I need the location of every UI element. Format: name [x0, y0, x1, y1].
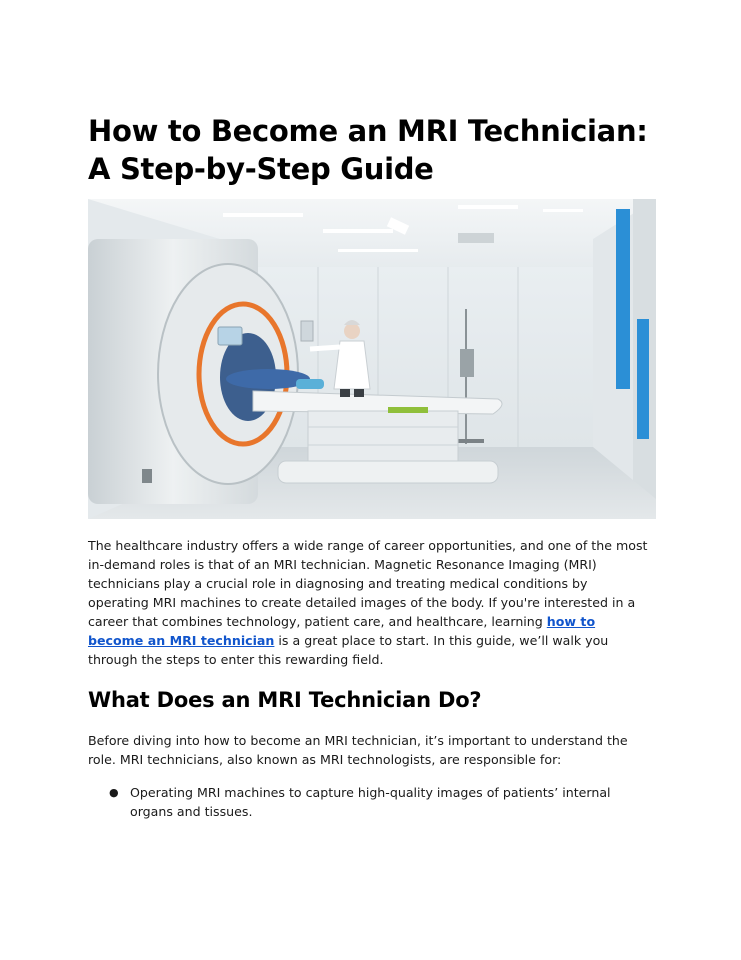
title-line-2: A Step-by-Step Guide	[88, 152, 434, 186]
mri-room-photo	[88, 199, 656, 519]
page-title	[88, 112, 668, 188]
list-item-text: Operating MRI machines to capture high-quality images of patients’ internal organs and tissues.	[130, 785, 611, 819]
ceiling-light	[223, 213, 303, 217]
bullet-icon: ●	[109, 786, 119, 799]
blue-wall-panel	[616, 209, 630, 389]
section-heading: What Does an MRI Technician Do?	[88, 688, 482, 712]
mri-technician-link[interactable]: how to become an MRI technician	[88, 614, 596, 648]
intro-text-after-link: is a great place to start. In this guide, we’ll walk you through the steps to enter this rewarding field.	[88, 633, 609, 667]
mri-room-illustration	[88, 199, 656, 519]
section-intro-paragraph: Before diving into how to become an MRI technician, it’s important to understand the role. MRI technicians, also known as MRI technologists, are responsible for:	[88, 733, 628, 767]
title-line-1: How to Become an MRI Technician:	[88, 114, 648, 148]
intro-text-before-link: The healthcare industry offers a wide range of career opportunities, and one of the most in-demand roles is that of an MRI technician. Magnetic Resonance Imaging (MRI) technicians play a crucial role in diagnosing and treating medical conditions by operating MRI machines to create detailed images of the body. If you're interested in a career that combines technology, patient care, and healthcare, learning	[88, 538, 648, 629]
intro-paragraph	[88, 536, 648, 669]
responsibilities-list	[88, 783, 648, 821]
list-item	[88, 783, 648, 821]
